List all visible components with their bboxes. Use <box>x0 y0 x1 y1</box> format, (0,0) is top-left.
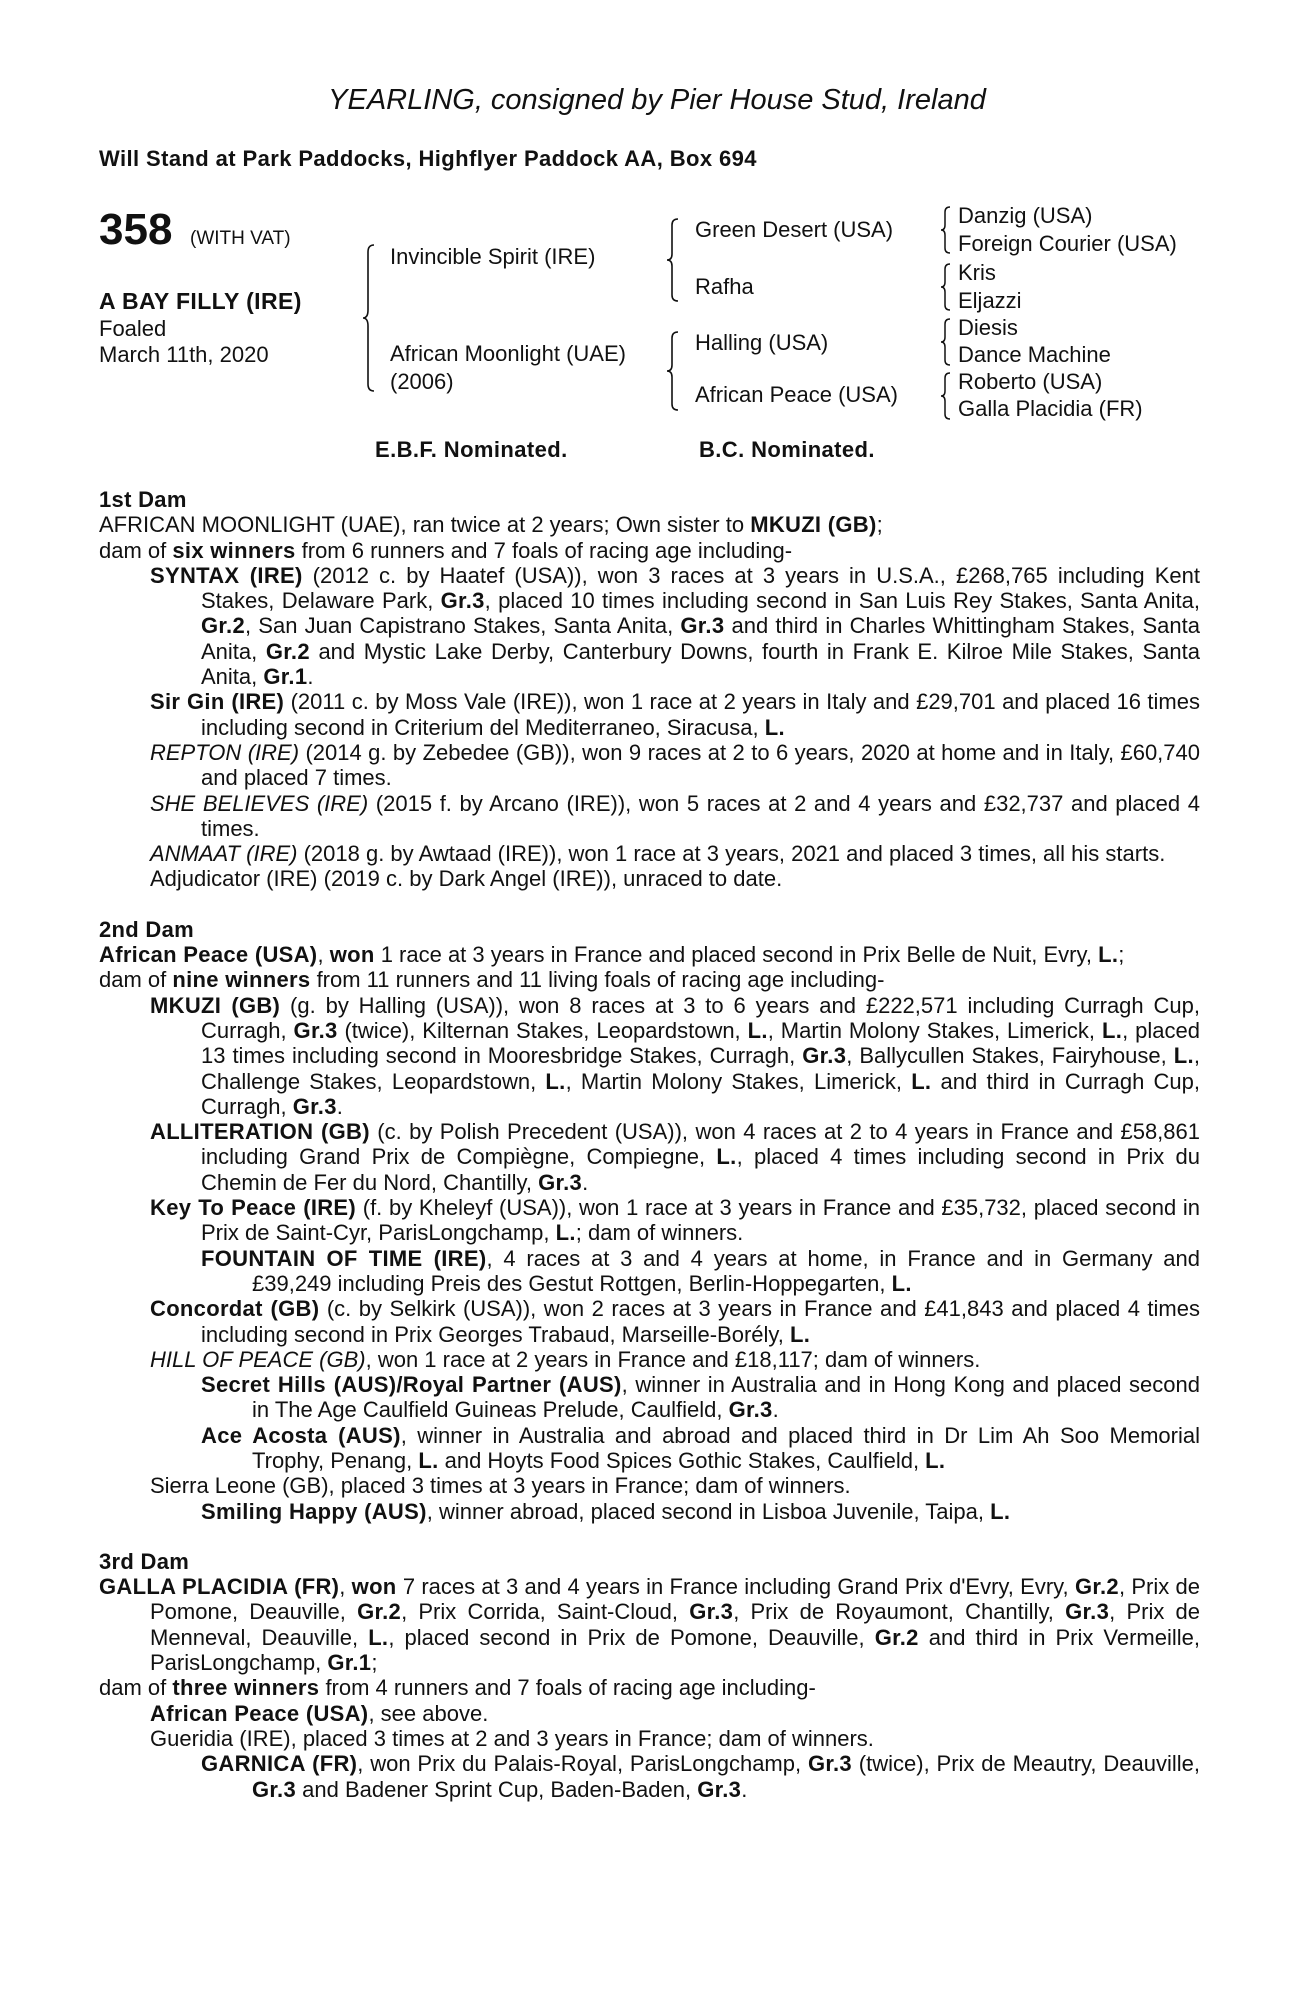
bold-text: MKUZI (GB) <box>150 992 281 1018</box>
bold-text: Smiling Happy (AUS) <box>201 1498 427 1524</box>
bold-text: L. <box>545 1068 566 1094</box>
section-heading: 2nd Dam <box>99 916 195 942</box>
entry-text: ; dam of winners. <box>575 1220 744 1246</box>
entry-text: (g. by Halling (USA)), won 8 races at 3 to 6 years and £222,571 including Curragh Cup, Curragh, <box>201 992 1200 1043</box>
produce-entry <box>99 689 1200 740</box>
entry-text: Adjudicator (IRE) (2019 c. by Dark Angel (IRE)), unraced to date. <box>150 866 783 892</box>
horse-description: A BAY FILLY (IRE) <box>99 288 302 314</box>
bold-text: won <box>329 942 375 968</box>
produce-entry <box>99 1296 1200 1347</box>
entry-text: dam of <box>99 1675 173 1701</box>
produce-entry <box>99 563 1200 689</box>
entry-text: , Ballycullen Stakes, Fairyhouse, <box>846 1043 1174 1069</box>
bold-text: Gr.2 <box>874 1624 919 1650</box>
bold-text: Gr.3 <box>538 1169 583 1195</box>
bold-text: Gr.3 <box>1065 1599 1110 1625</box>
entry-text: , <box>317 942 330 968</box>
pedigree-gg: Eljazzi <box>958 288 1022 313</box>
produce-entry <box>99 993 1200 1119</box>
pedigree-gg: Dance Machine <box>958 342 1111 367</box>
produce-entry <box>99 1726 1200 1751</box>
pedigree-dam-year: (2006) <box>390 369 454 394</box>
bold-text: L. <box>990 1498 1011 1524</box>
italic-text: HILL OF PEACE (GB) <box>150 1346 366 1372</box>
pedigree-sire-dam: Rafha <box>695 274 754 299</box>
bold-text: Gr.2 <box>201 613 246 639</box>
entry-text: . <box>307 664 314 690</box>
pedigree-brace-gg2 <box>940 263 952 311</box>
entry-text: ; <box>371 1650 378 1676</box>
bold-text: Gr.2 <box>357 1599 402 1625</box>
entry-text: (c. by Selkirk (USA)), won 2 races at 3 years in France and £41,843 and placed 4 times including second in Prix Georges Trabaud, Marseille-Borély, <box>201 1296 1200 1347</box>
produce-entry <box>99 942 1200 967</box>
entry-text: 7 races at 3 and 4 years in France including Grand Prix d'Evry, Evry, <box>396 1574 1075 1600</box>
pedigree-brace-gg4 <box>940 372 952 420</box>
bold-text: L. <box>911 1068 932 1094</box>
entry-text: , placed 4 times including second in Prix du Chemin de Fer du Nord, Chantilly, <box>201 1144 1200 1195</box>
catalogue-title: YEARLING, consigned by Pier House Stud, Ireland <box>328 84 986 116</box>
entry-text: (2011 c. by Moss Vale (IRE)), won 1 race at 2 years in Italy and £29,701 and placed 16 times including second in Criterium del Mediterraneo, Siracusa, <box>201 689 1200 740</box>
pedigree-gg: Diesis <box>958 315 1018 340</box>
pedigree-gg: Danzig (USA) <box>958 203 1093 228</box>
entry-text: AFRICAN MOONLIGHT (UAE), ran twice at 2 years; Own sister to <box>99 512 751 538</box>
bold-text: ALLITERATION (GB) <box>150 1119 370 1145</box>
entry-text: , placed 10 times including second in San Luis Rey Stakes, Santa Anita, <box>484 588 1200 614</box>
pedigree-dam-sire: Halling (USA) <box>695 330 829 355</box>
section-heading: 3rd Dam <box>99 1548 190 1574</box>
produce-entry <box>99 866 1200 891</box>
entry-text: and Hoyts Food Spices Gothic Stakes, Caulfield, <box>438 1447 926 1473</box>
italic-text: REPTON (IRE) <box>150 739 300 765</box>
entry-text: , won Prix du Palais-Royal, ParisLongchamp, <box>357 1751 808 1777</box>
produce-entry <box>99 1246 1200 1297</box>
pedigree-brace-main <box>362 244 376 392</box>
vat-note: (WITH VAT) <box>190 228 291 249</box>
bold-text: African Peace (USA) <box>99 942 318 968</box>
entry-text: Gueridia (IRE), placed 3 times at 2 and 3 years in France; dam of winners. <box>150 1725 874 1751</box>
entry-text: Sierra Leone (GB), placed 3 times at 3 years in France; dam of winners. <box>150 1473 851 1499</box>
entry-text: and third in Charles Whittingham Stakes, Santa Anita, <box>201 613 1200 664</box>
entry-text: and Badener Sprint Cup, Baden-Baden, <box>296 1776 698 1802</box>
bold-text: L. <box>747 1017 768 1043</box>
entry-text: , winner in Australia and in Hong Kong and placed second in The Age Caulfield Guineas Prelude, Caulfield, <box>252 1372 1201 1423</box>
pedigree-gg: Roberto (USA) <box>958 369 1103 394</box>
entry-text: , Prix de Royaumont, Chantilly, <box>733 1599 1066 1625</box>
bold-text: Sir Gin (IRE) <box>150 689 285 715</box>
entry-text: (2014 g. by Zebedee (GB)), won 9 races at 2 to 6 years, 2020 at home and in Italy, £60,740 and placed 7 times. <box>201 739 1200 791</box>
bold-text: Gr.2 <box>265 638 310 664</box>
entry-text: , Prix de Menneval, Deauville, <box>150 1599 1201 1650</box>
entry-text: , winner in Australia and abroad and placed third in Dr Lim Ah Soo Memorial Trophy, Penang, <box>252 1422 1201 1473</box>
produce-entry <box>99 841 1200 866</box>
bold-text: Gr.3 <box>689 1599 734 1625</box>
produce-record <box>99 487 1200 1802</box>
entry-text: (2018 g. by Awtaad (IRE)), won 1 race at 3 years, 2021 and placed 3 times, all his starts. <box>297 841 1166 867</box>
produce-entry <box>99 1423 1200 1474</box>
produce-entry <box>99 1701 1200 1726</box>
pedigree-gg: Galla Placidia (FR) <box>958 396 1143 421</box>
entry-text: (c. by Polish Precedent (USA)), won 4 races at 2 to 4 years in France and £58,861 including Grand Prix de Compiègne, Compiegne, <box>201 1119 1200 1170</box>
entry-text: , <box>339 1574 352 1600</box>
produce-entry <box>99 967 1200 992</box>
entry-text: , winner abroad, placed second in Lisboa Juvenile, Taipa, <box>426 1498 991 1524</box>
entry-text: from 6 runners and 7 foals of racing age including- <box>295 537 793 563</box>
lot-number: 358 <box>99 205 173 254</box>
entry-text: 1 race at 3 years in France and placed second in Prix Belle de Nuit, Evry, <box>374 942 1099 968</box>
entry-text: (twice), Kilternan Stakes, Leopardstown, <box>337 1017 748 1043</box>
produce-entry <box>99 1347 1200 1372</box>
entry-text: ; <box>876 512 883 538</box>
entry-text: , Martin Molony Stakes, Limerick, <box>565 1068 912 1094</box>
bold-text: won <box>351 1574 397 1600</box>
bc-nominated: B.C. Nominated. <box>699 437 875 462</box>
entry-text: from 11 runners and 11 living foals of racing age including- <box>310 967 885 993</box>
bold-text: GARNICA (FR) <box>201 1751 358 1777</box>
bold-text: Gr.1 <box>327 1650 372 1676</box>
pedigree-dam-dam: African Peace (USA) <box>695 382 898 407</box>
bold-text: L. <box>555 1220 576 1246</box>
bold-text: Gr.3 <box>802 1043 847 1069</box>
bold-text: L. <box>368 1624 389 1650</box>
produce-entry <box>99 1195 1200 1246</box>
produce-entry <box>99 1372 1200 1423</box>
section-heading: 1st Dam <box>99 487 187 512</box>
entry-text: ; <box>1118 942 1125 968</box>
entry-text: , Prix Corrida, Saint-Cloud, <box>401 1599 690 1625</box>
entry-text: and third in Prix Vermeille, ParisLongchamp, <box>150 1624 1201 1676</box>
entry-text: , Prix de Pomone, Deauville, <box>150 1574 1200 1625</box>
foaled-label: Foaled <box>99 316 167 341</box>
bold-text: L. <box>418 1447 439 1473</box>
bold-text: GALLA PLACIDIA (FR) <box>99 1574 340 1600</box>
bold-text: Key To Peace (IRE) <box>150 1195 357 1221</box>
entry-text: , placed second in Prix de Pomone, Deauville, <box>388 1624 875 1650</box>
entry-text: . <box>336 1093 343 1119</box>
bold-text: L. <box>1173 1043 1194 1069</box>
bold-text: FOUNTAIN OF TIME (IRE) <box>201 1245 487 1271</box>
pedigree-brace-sire <box>666 218 680 302</box>
bold-text: Gr.3 <box>680 613 725 639</box>
bold-text: L. <box>1101 1017 1123 1043</box>
bold-text: Gr.1 <box>263 664 308 690</box>
entry-text: from 4 runners and 7 foals of racing age including- <box>319 1675 816 1701</box>
bold-text: Gr.3 <box>293 1017 338 1043</box>
entry-text: , won 1 race at 2 years in France and £18,117; dam of winners. <box>365 1346 981 1372</box>
bold-text: African Peace (USA) <box>150 1700 369 1726</box>
pedigree-brace-gg3 <box>940 318 952 366</box>
italic-text: ANMAAT (IRE) <box>150 841 298 867</box>
entry-text: , 4 races at 3 and 4 years at home, in France and in Germany and £39,249 including Preis des Gestut Rottgen, Berlin-Hoppegarten, <box>252 1245 1200 1296</box>
produce-entry <box>99 1119 1200 1195</box>
pedigree-sire-sire: Green Desert (USA) <box>695 217 894 242</box>
entry-text: , see above. <box>368 1700 489 1726</box>
produce-entry <box>99 538 1200 563</box>
entry-text: (2012 c. by Haatef (USA)), won 3 races at 3 years in U.S.A., £268,765 including Kent Stakes, Delaware Park, <box>201 562 1200 614</box>
produce-entry <box>99 1473 1200 1498</box>
bold-text: Gr.3 <box>440 588 485 614</box>
pedigree-gg: Foreign Courier (USA) <box>958 231 1177 256</box>
bold-text: three winners <box>172 1675 320 1701</box>
entry-text: (2015 f. by Arcano (IRE)), won 5 races at 2 and 4 years and £32,737 and placed 4 times. <box>201 790 1200 841</box>
produce-entry <box>99 1675 1200 1700</box>
entry-text: , Challenge Stakes, Leopardstown, <box>201 1043 1201 1094</box>
pedigree-brace-dam <box>666 331 680 411</box>
bold-text: nine winners <box>172 967 311 993</box>
bold-text: Gr.3 <box>697 1776 742 1802</box>
pedigree-sire: Invincible Spirit (IRE) <box>390 244 596 269</box>
entry-text: , placed 13 times including second in Mooresbridge Stakes, Curragh, <box>201 1017 1200 1069</box>
entry-text: . <box>582 1169 589 1195</box>
bold-text: MKUZI (GB) <box>750 512 877 538</box>
produce-entry <box>99 1574 1200 1675</box>
entry-text: . <box>741 1776 748 1802</box>
bold-text: L. <box>764 714 785 740</box>
produce-entry <box>99 791 1200 842</box>
produce-entry <box>99 740 1200 791</box>
bold-text: L. <box>716 1144 737 1170</box>
entry-text: and Mystic Lake Derby, Canterbury Downs, fourth in Frank E. Kilroe Mile Stakes, Santa Anita, <box>201 638 1200 690</box>
bold-text: L. <box>789 1321 811 1347</box>
produce-entry <box>99 1751 1200 1802</box>
ebf-nominated: E.B.F. Nominated. <box>375 437 568 462</box>
bold-text: Ace Acosta (AUS) <box>201 1422 401 1448</box>
entry-text: (twice), Prix de Meautry, Deauville, <box>851 1751 1200 1777</box>
bold-text: L. <box>925 1447 946 1473</box>
bold-text: Concordat (GB) <box>150 1296 320 1322</box>
bold-text: SYNTAX (IRE) <box>150 562 303 588</box>
entry-text: , San Juan Capistrano Stakes, Santa Anita, <box>245 613 681 639</box>
pedigree-dam: African Moonlight (UAE) <box>390 341 626 366</box>
bold-text: Gr.3 <box>252 1776 297 1802</box>
entry-text: dam of <box>99 967 173 993</box>
pedigree-gg: Kris <box>958 260 996 285</box>
bold-text: L. <box>1098 942 1119 968</box>
produce-entry <box>99 512 1200 537</box>
bold-text: L. <box>891 1270 912 1296</box>
entry-text: (f. by Kheleyf (USA)), won 1 race at 3 years in France and £35,732, placed second in Prix de Saint-Cyr, ParisLongchamp, <box>201 1195 1200 1246</box>
bold-text: Gr.3 <box>292 1093 337 1119</box>
bold-text: Gr.2 <box>1074 1574 1119 1600</box>
bold-text: six winners <box>172 537 296 563</box>
entry-text: . <box>772 1397 779 1423</box>
bold-text: Gr.3 <box>728 1397 773 1423</box>
entry-text: , Martin Molony Stakes, Limerick, <box>767 1017 1102 1043</box>
foaled-date: March 11th, 2020 <box>99 342 269 367</box>
italic-text: SHE BELIEVES (IRE) <box>150 790 369 816</box>
pedigree-brace-gg1 <box>940 206 952 254</box>
entry-text: and third in Curragh Cup, Curragh, <box>201 1068 1200 1119</box>
produce-entry <box>99 1499 1200 1524</box>
stand-location: Will Stand at Park Paddocks, Highflyer Paddock AA, Box 694 <box>99 146 757 171</box>
bold-text: Gr.3 <box>807 1751 852 1777</box>
bold-text: Secret Hills (AUS)/Royal Partner (AUS) <box>201 1372 622 1398</box>
entry-text: dam of <box>99 537 173 563</box>
